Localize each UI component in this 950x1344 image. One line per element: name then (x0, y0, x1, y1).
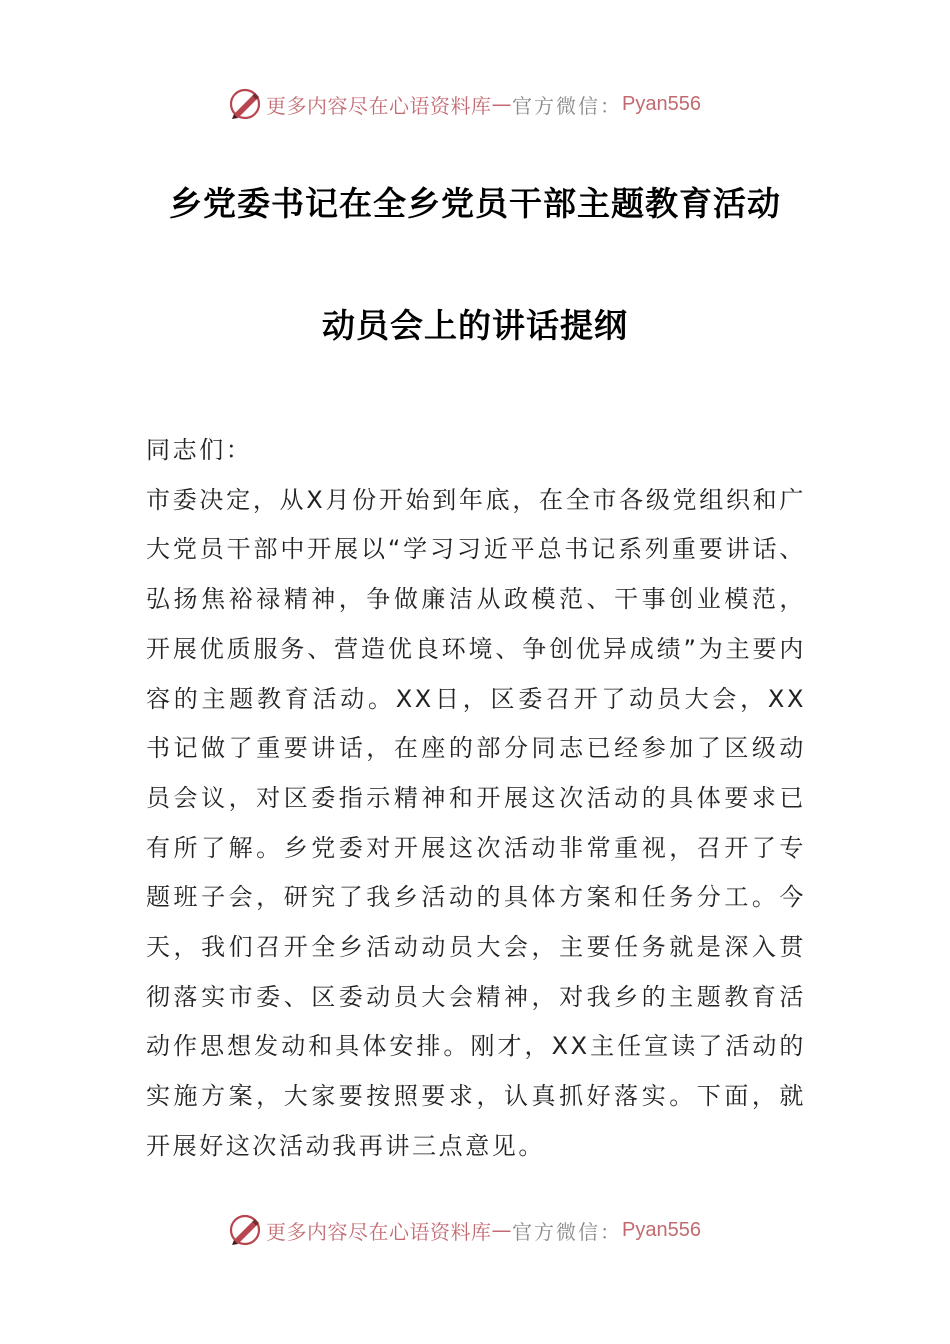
footer-watermark (228, 1212, 701, 1248)
document-body (146, 426, 806, 1172)
watermark-text: 更多内容尽在心语资料库 (266, 1219, 492, 1244)
watermark-dash: — (491, 92, 512, 116)
header-watermark (228, 86, 701, 122)
salutation: 同志们： (146, 436, 253, 464)
document-title-line-1: 乡党委书记在全乡党员干部主题教育活动 (169, 184, 781, 223)
pen-logo-icon (228, 87, 262, 121)
watermark-dash: — (491, 1218, 512, 1242)
watermark-wechat-id: Pyan556 (622, 1218, 701, 1241)
watermark-wechat-id: Pyan556 (622, 92, 701, 115)
watermark-text: 更多内容尽在心语资料库 (266, 93, 492, 118)
pen-logo-icon (228, 1213, 262, 1247)
watermark-official-label: 官方微信： (512, 1219, 622, 1244)
paragraph: 市委决定，从X月份开始到年底，在全市各级党组织和广大党员干部中开展以“学习习近平总书记系列重要讲话、弘扬焦裕禄精神，争做廉洁从政模范、干事创业模范，开展优质服务、营造优良环境、争创优异成绩”为主要内容的主题教育活动。XX日，区委召开了动员大会，XX书记做了重要讲话，在座的部分同志已经参加了区级动员会议，对区委指示精神和开展这次活动的具体要求已有所了解。乡党委对开展这次活动非常重视，召开了专题班子会，研究了我乡活动的具体方案和任务分工。今天，我们召开全乡活动动员大会，主要任务就是深入贯彻落实市委、区委动员大会精神，对我乡的主题教育活动作思想发动和具体安排。刚才，XX主任宣读了活动的实施方案，大家要按照要求，认真抓好落实。下面，就开展好这次活动我再讲三点意见。 (146, 485, 806, 1160)
document-title-line-2: 动员会上的讲话提纲 (322, 306, 628, 345)
watermark-official-label: 官方微信： (512, 93, 622, 118)
